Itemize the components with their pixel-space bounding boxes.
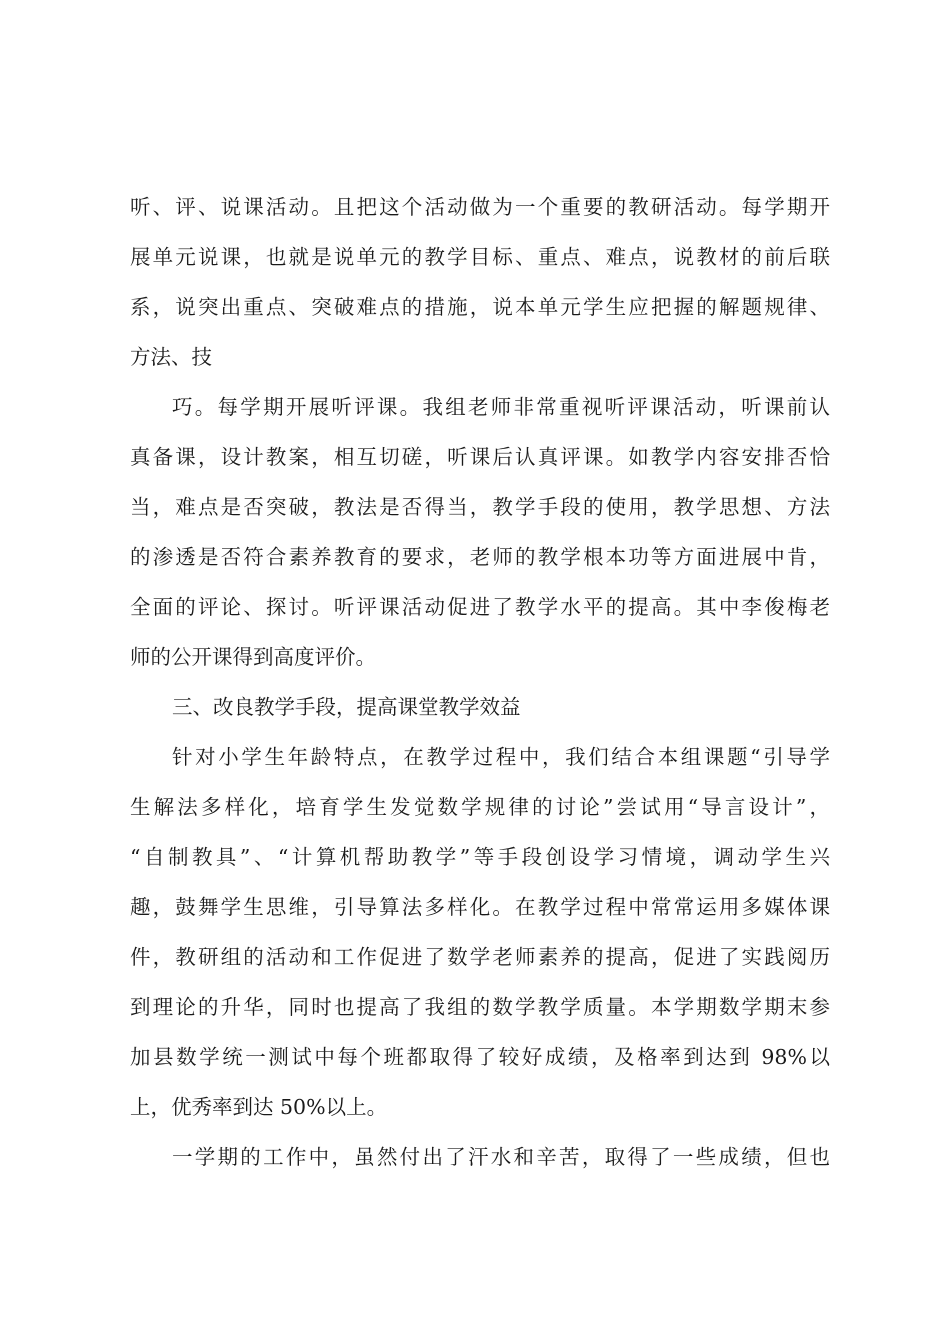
text-line: 加县数学统一测试中每个班都取得了较好成绩，及格率到达到 98%以 xyxy=(130,1045,830,1069)
text-line: 趣，鼓舞学生思维，引导算法多样化。在教学过程中常常运用多媒体课 xyxy=(130,895,830,919)
text-line: 真备课，设计教案，相互切磋，听课后认真评课。如教学内容安排否恰 xyxy=(130,445,830,469)
text-line: 全面的评论、探讨。听评课活动促进了教学水平的提高。其中李俊梅老 xyxy=(130,595,830,619)
text-line: 系，说突出重点、突破难点的措施，说本单元学生应把握的解题规律、 xyxy=(130,295,830,319)
text-line: 听、评、说课活动。且把这个活动做为一个重要的教研活动。每学期开 xyxy=(130,195,830,219)
text-line: 一学期的工作中，虽然付出了汗水和辛苦，取得了一些成绩，但也 xyxy=(172,1145,830,1169)
text-line: 巧。每学期开展听评课。我组老师非常重视听评课活动，听课前认 xyxy=(172,395,830,419)
text-line: 方法、技 xyxy=(130,345,212,369)
text-line: 的渗透是否符合素养教育的要求，老师的教学根本功等方面进展中肯， xyxy=(130,545,830,569)
section-heading: 三、改良教学手段，提高课堂教学效益 xyxy=(172,695,521,719)
text-line: 师的公开课得到高度评价。 xyxy=(130,645,376,669)
text-line: 当，难点是否突破，教法是否得当，教学手段的使用，教学思想、方法 xyxy=(130,495,830,519)
text-line: 到理论的升华，同时也提高了我组的数学教学质量。本学期数学期末参 xyxy=(130,995,830,1019)
text-line: 上，优秀率到达 50%以上。 xyxy=(130,1095,388,1119)
text-line: “自制教具”、“计算机帮助教学”等手段创设学习情境，调动学生兴 xyxy=(130,845,830,869)
text-line: 展单元说课，也就是说单元的教学目标、重点、难点，说教材的前后联 xyxy=(130,245,830,269)
text-line: 生解法多样化，培育学生发觉数学规律的讨论”尝试用“导言设计”， xyxy=(130,795,830,819)
text-line: 针对小学生年龄特点，在教学过程中，我们结合本组课题“引导学 xyxy=(172,745,830,769)
text-line: 件，教研组的活动和工作促进了数学老师素养的提高，促进了实践阅历 xyxy=(130,945,830,969)
